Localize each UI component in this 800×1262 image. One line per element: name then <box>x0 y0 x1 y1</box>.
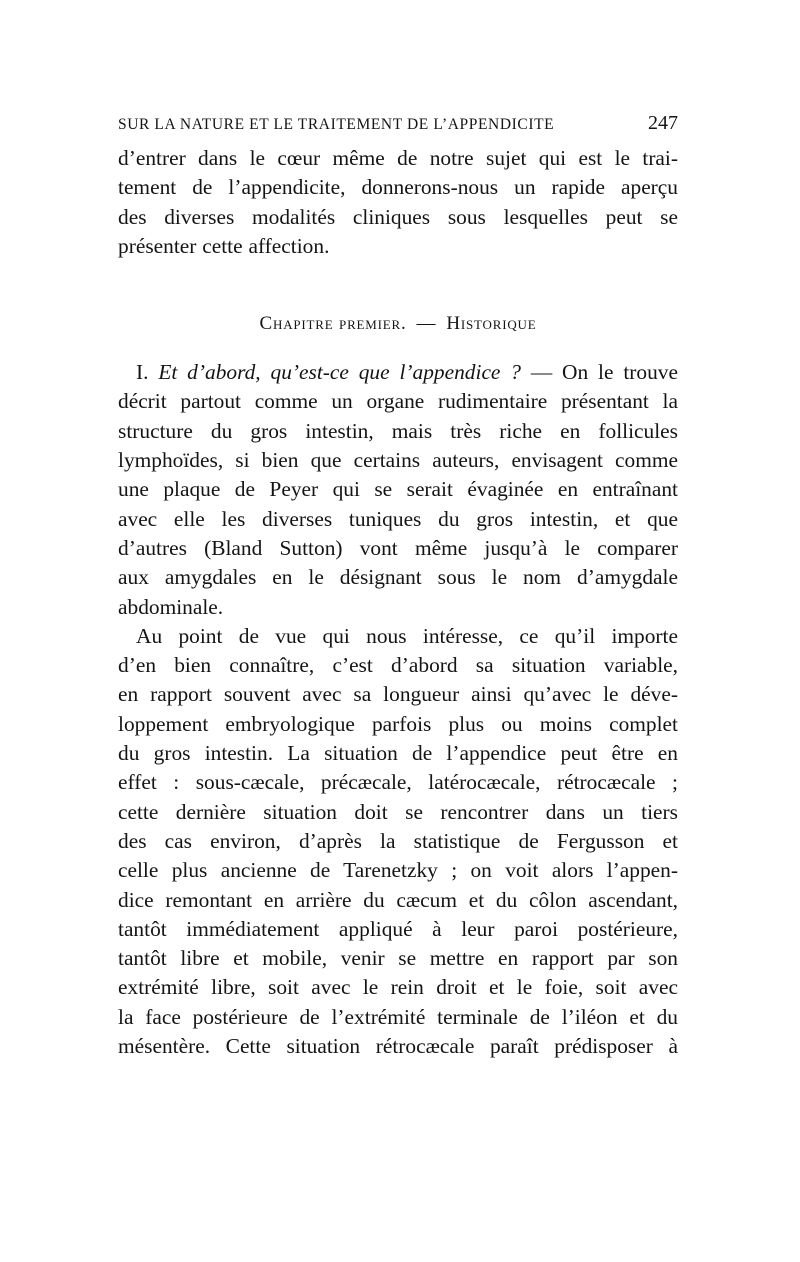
text-line: du gros intestin. La situation de l’appendice peut être en <box>118 741 678 766</box>
text-line: présenter cette affection. <box>118 233 330 258</box>
page-number: 247 <box>648 112 678 134</box>
text-line: tantôt immédiatement appliqué à leur paroi postérieure, <box>118 916 678 941</box>
paragraph-1 <box>118 358 678 622</box>
text-line: loppement embryologique parfois plus ou moins complet <box>118 711 678 736</box>
text-line: extrémité libre, soit avec le rein droit et le foie, soit avec <box>118 975 678 1000</box>
text-line: cette dernière situation doit se rencontrer dans un tiers <box>118 799 678 824</box>
text-line: d’autres (Bland Sutton) vont même jusqu’à le comparer <box>118 535 678 560</box>
running-title: SUR LA NATURE ET LE TRAITEMENT DE L’APPENDICITE <box>118 116 555 133</box>
text-line: lymphoïdes, si bien que certains auteurs, envisagent comme <box>118 448 678 473</box>
text-line-first <box>118 358 678 387</box>
text-line: aux amygdales en le désignant sous le nom d’amygdale <box>118 565 678 590</box>
text-line: dice remontant en arrière du cæcum et du côlon ascendant, <box>118 887 678 912</box>
section-number: I. <box>136 360 149 385</box>
chapter-dash: — <box>416 313 437 335</box>
text-line: en rapport souvent avec sa longueur ainsi qu’avec le déve- <box>118 682 678 707</box>
first-line-rest: On le trouve <box>562 360 678 385</box>
text-line: d’en bien connaître, c’est d’abord sa situation variable, <box>118 653 678 678</box>
text-line: des cas environ, d’après la statistique de Fergusson et <box>118 828 678 853</box>
text-line: tantôt libre et mobile, venir se mettre en rapport par son <box>118 946 678 971</box>
text-line: structure du gros intestin, mais très riche en follicules <box>118 418 678 443</box>
paragraph-2 <box>118 622 678 1061</box>
book-page <box>118 112 678 1061</box>
text-line: avec elle les diverses tuniques du gros intestin, et que <box>118 506 678 531</box>
intro-paragraph <box>118 144 678 261</box>
text-line: la face postérieure de l’extrémité terminale de l’iléon et du <box>118 1004 678 1029</box>
text-line: abdominale. <box>118 594 224 619</box>
text-line: Au point de vue qui nous intéresse, ce qu’il importe <box>136 623 678 648</box>
text-line: celle plus ancienne de Tarenetzky ; on voit alors l’appen- <box>118 858 678 883</box>
text-line: des diverses modalités cliniques sous lesquelles peut se <box>118 204 678 229</box>
text-line: une plaque de Peyer qui se serait évaginée en entraînant <box>118 477 678 502</box>
italic-lead: Et d’abord, qu’est-ce que l’appendice ? <box>158 360 521 385</box>
text-line: décrit partout comme un organe rudimentaire présentant la <box>118 389 678 414</box>
running-head <box>118 112 678 142</box>
chapter-title: Historique <box>446 313 537 335</box>
chapter-label: Chapitre premier. <box>259 313 407 335</box>
chapter-heading <box>118 308 678 340</box>
text-line: mésentère. Cette situation rétrocæcale paraît prédisposer à <box>118 1034 678 1059</box>
text-line: effet : sous-cæcale, précæcale, latérocæcale, rétrocæcale ; <box>118 770 678 795</box>
text-line: tement de l’appendicite, donnerons-nous un rapide aperçu <box>118 175 678 200</box>
text-line: d’entrer dans le cœur même de notre sujet qui est le trai- <box>118 146 678 170</box>
em-dash: — <box>530 360 553 385</box>
